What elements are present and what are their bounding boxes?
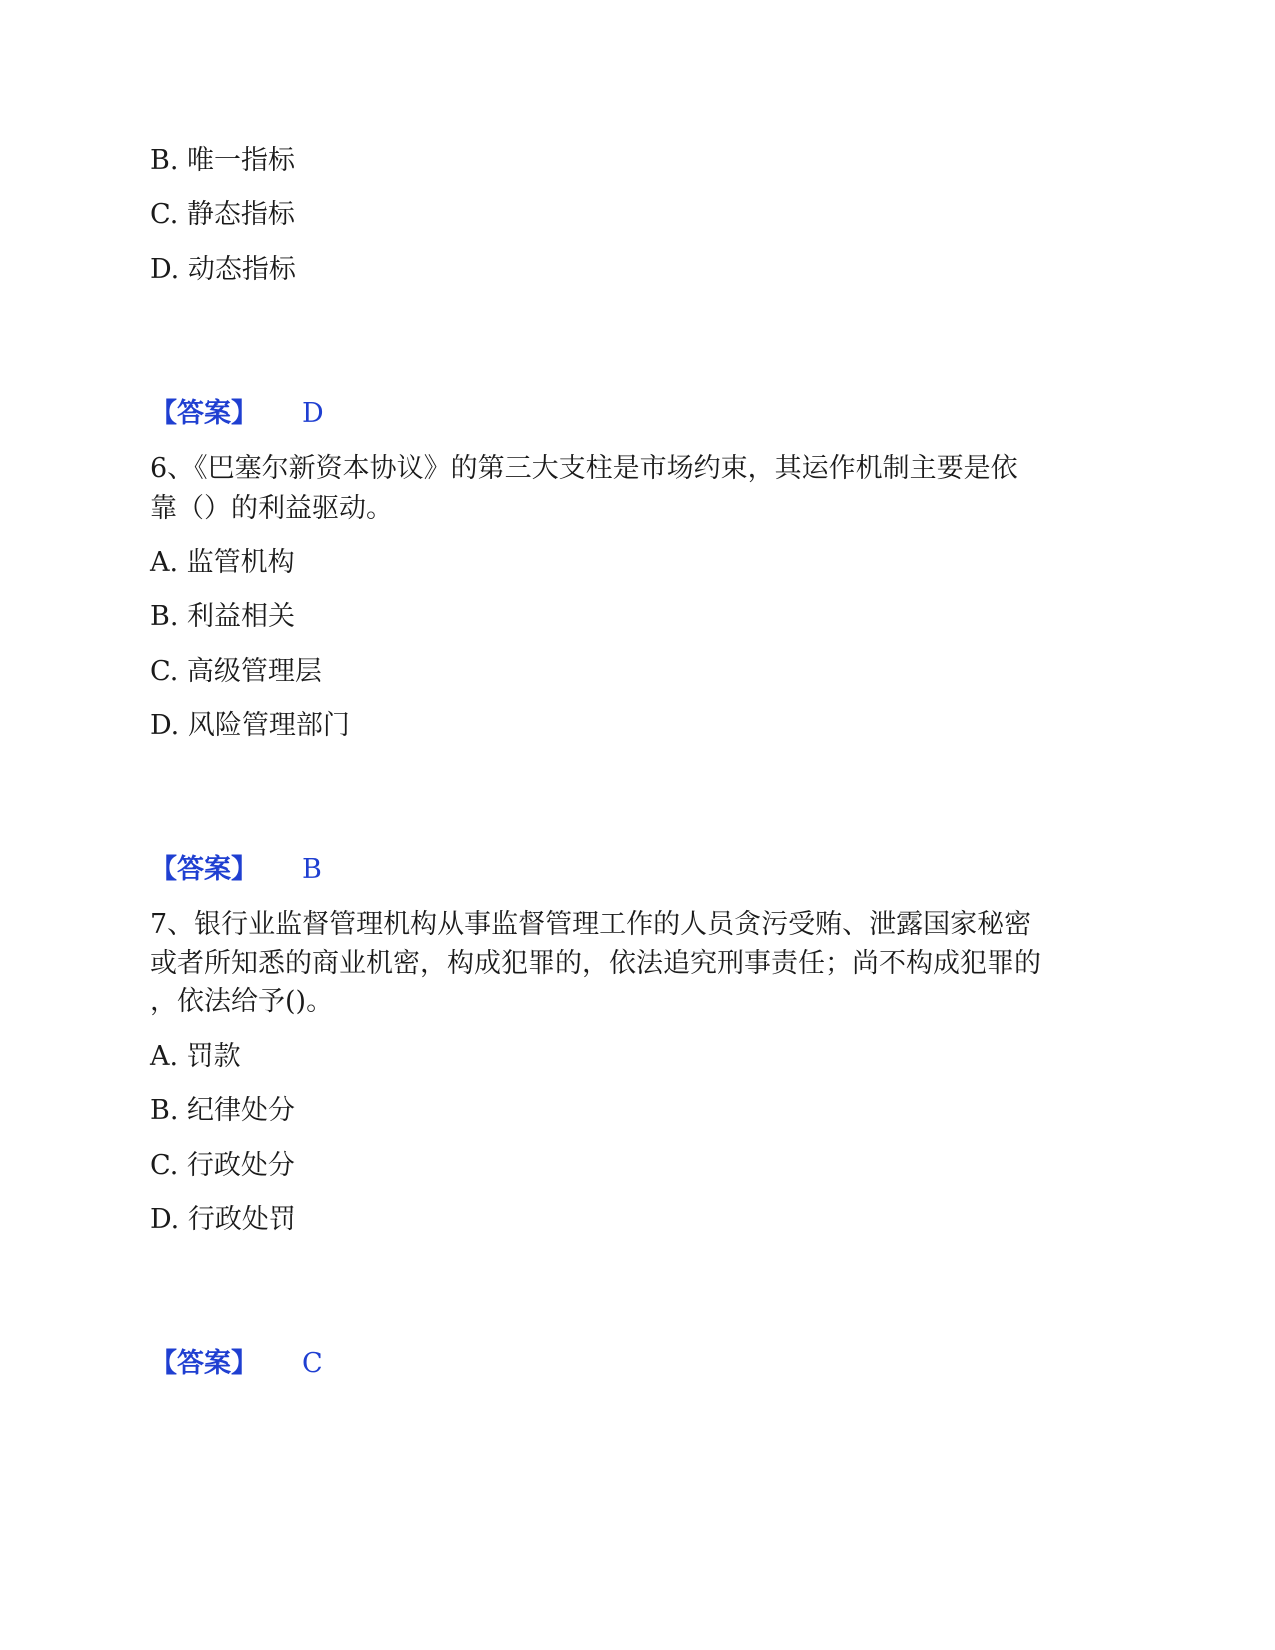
- q6-answer: [150, 850, 322, 890]
- q7-option-c: C. 行政处分: [150, 1150, 295, 1181]
- q7-option-d: D. 行政处罚: [150, 1204, 296, 1235]
- q6-option-b: B. 利益相关: [150, 601, 296, 632]
- q6-answer-value: B: [302, 854, 322, 885]
- q7-answer-value: C: [302, 1348, 323, 1379]
- q7-option-b: B. 纪律处分: [150, 1095, 296, 1126]
- q5-answer: [150, 394, 324, 434]
- q5-answer-label: 【答案】: [150, 398, 258, 429]
- q6-stem-line-2: 靠（）的利益驱动。: [150, 493, 393, 524]
- q6-stem-line-1: 6、《巴塞尔新资本协议》的第三大支柱是市场约束，其运作机制主要是依: [150, 453, 1018, 484]
- q5-option-d: D. 动态指标: [150, 254, 296, 285]
- q7-option-a: A. 罚款: [150, 1041, 241, 1072]
- q7-stem-line-2: 或者所知悉的商业机密，构成犯罪的，依法追究刑事责任；尚不构成犯罪的: [150, 948, 1041, 979]
- q6-answer-label: 【答案】: [150, 854, 258, 885]
- q7-answer: [150, 1344, 323, 1384]
- q5-option-c: C. 静态指标: [150, 199, 295, 230]
- q7-stem-line-3: ，依法给予()。: [150, 986, 334, 1017]
- q7-stem-line-1: 7、银行业监督管理机构从事监督管理工作的人员贪污受贿、泄露国家秘密: [150, 909, 1032, 940]
- q5-answer-value: D: [302, 398, 324, 429]
- q6-option-c: C. 高级管理层: [150, 656, 322, 687]
- q5-option-b: B. 唯一指标: [150, 145, 296, 176]
- q6-option-d: D. 风险管理部门: [150, 710, 350, 741]
- q7-answer-label: 【答案】: [150, 1348, 258, 1379]
- q6-option-a: A. 监管机构: [150, 547, 295, 578]
